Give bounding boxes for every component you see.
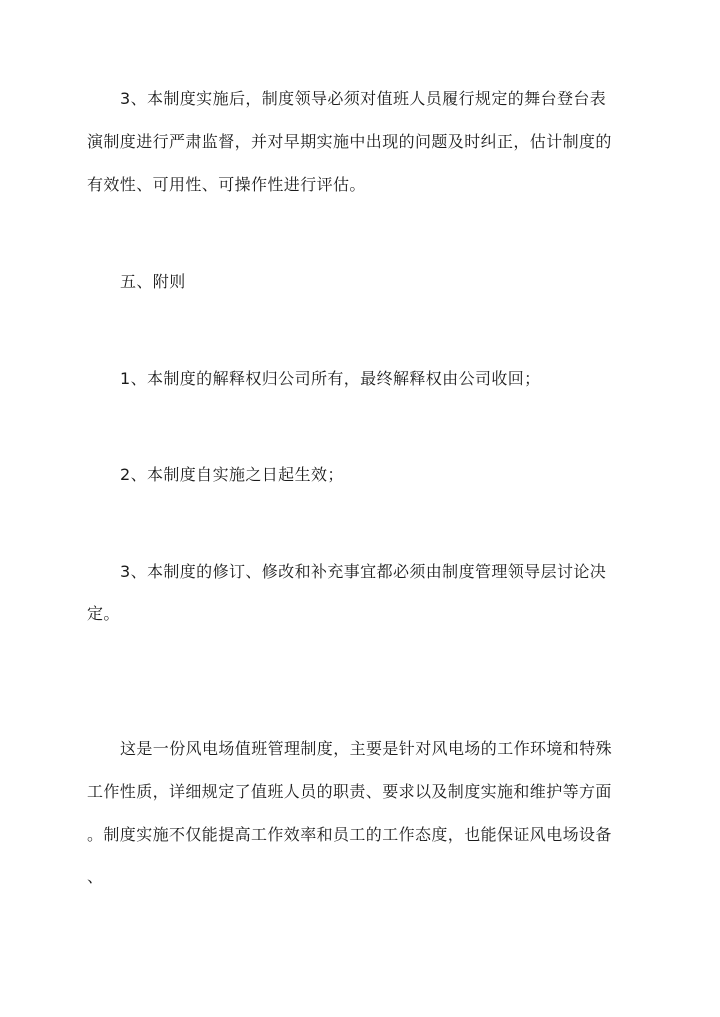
section-heading: 五、附则 [120,272,186,291]
paragraph-line: 这是一份风电场值班管理制度，主要是针对风电场的工作环境和特殊 [120,739,613,758]
paragraph-line: 1、本制度的解释权归公司所有，最终解释权由公司收回； [120,369,541,388]
paragraph-line: 有效性、可用性、可操作性进行评估。 [87,175,366,194]
paragraph-line: 演制度进行严肃监督，并对早期实施中出现的问题及时纠正，估计制度的 [87,132,612,151]
paragraph-line: 3、本制度的修订、修改和补充事宜都必须由制度管理领导层讨论决 [120,562,607,581]
paragraph-line: 工作性质，详细规定了值班人员的职责、要求以及制度实施和维护等方面 [87,782,612,801]
paragraph-line: 、 [87,867,104,886]
paragraph-line: 。制度实施不仅能提高工作效率和员工的工作态度，也能保证风电场设备 [87,825,612,844]
paragraph-line: 3、本制度实施后，制度领导必须对值班人员履行规定的舞台登台表 [120,89,607,108]
paragraph-line: 2、本制度自实施之日起生效； [120,465,344,484]
paragraph-line: 定。 [87,604,120,623]
